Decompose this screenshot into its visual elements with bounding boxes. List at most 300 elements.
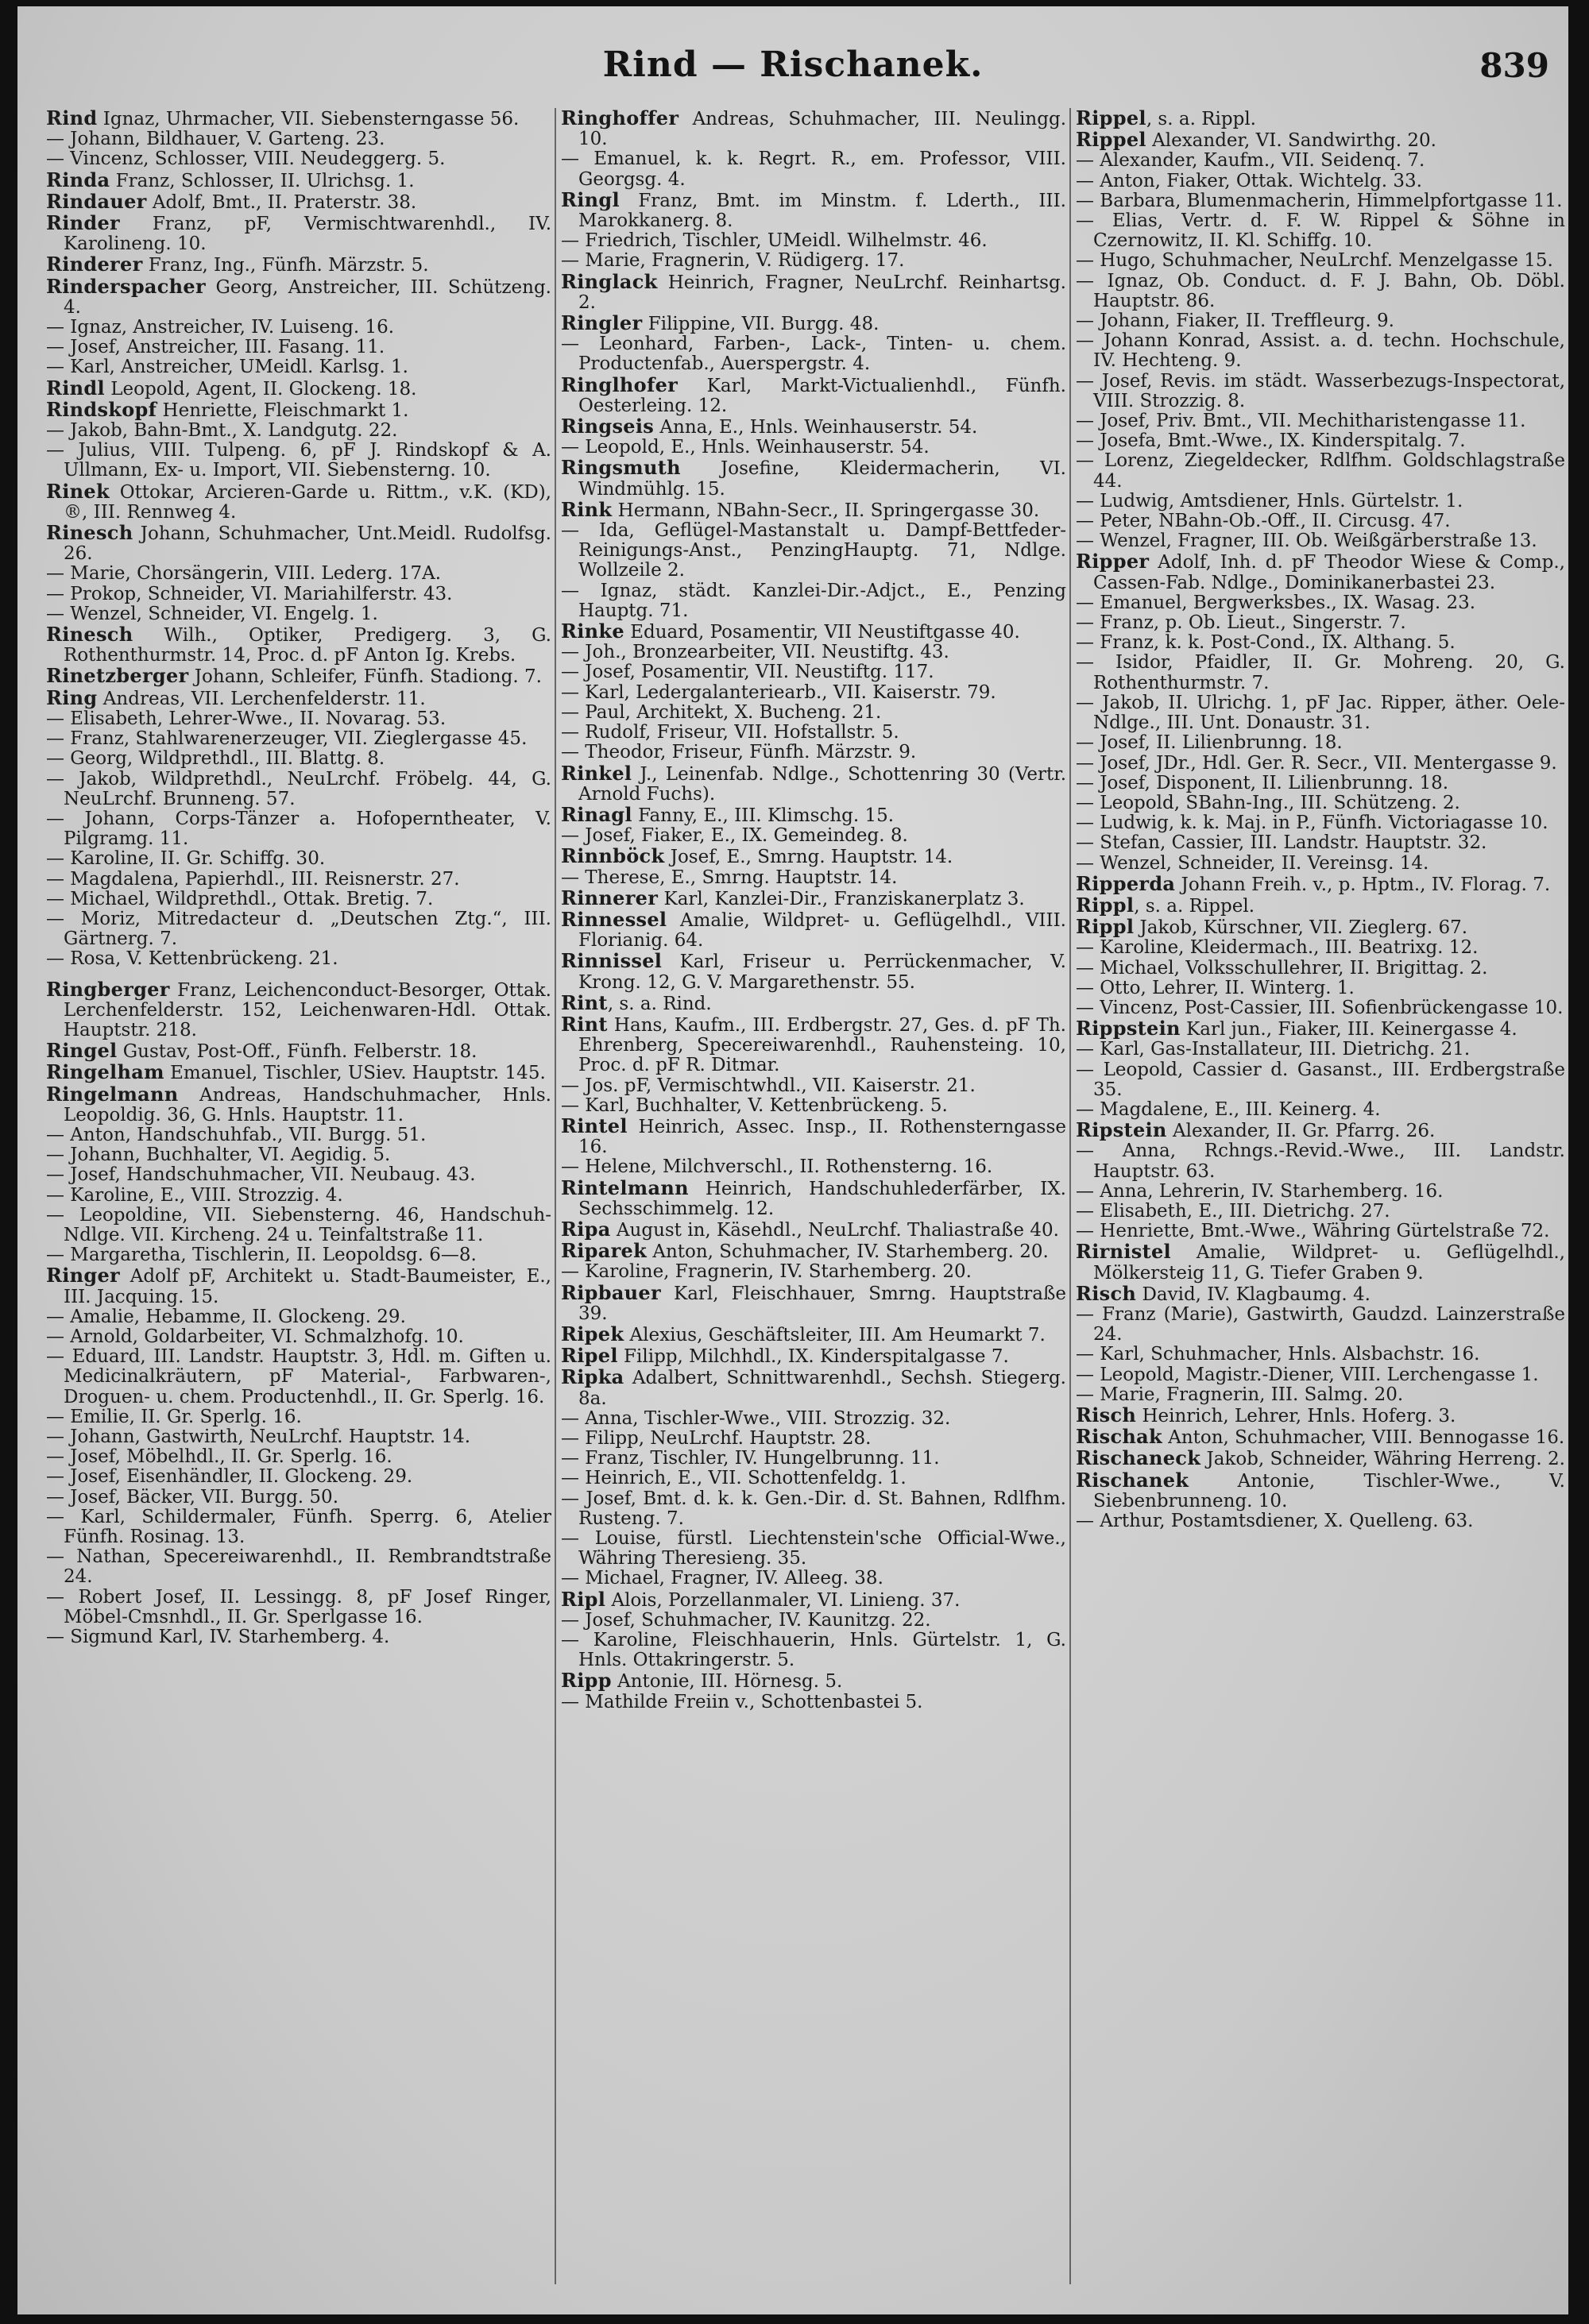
entry-text: Gustav, Post-Off., Fünfh. Felberstr. 18.	[117, 1041, 477, 1063]
entry-text: — Karoline, Fragnerin, IV. Starhemberg. 20.	[561, 1261, 972, 1283]
directory-entry	[46, 809, 551, 849]
directory-entry	[561, 108, 1066, 149]
entry-text: Johann, Schleifer, Fünfh. Stadiong. 7.	[188, 666, 542, 688]
directory-entry	[46, 1307, 551, 1327]
directory-entry	[46, 1062, 551, 1083]
directory-entry	[1076, 1426, 1565, 1448]
directory-entry	[1076, 129, 1565, 151]
entry-text: Karl, Friseur u. Perrückenmacher, V. Krong. 12, G. V. Margarethenstr. 55.	[578, 952, 1066, 993]
directory-entry	[1076, 1448, 1565, 1469]
entry-surname: Rischanek	[1076, 1468, 1189, 1492]
entry-text: — Hugo, Schuhmacher, NeuLrchf. Menzelgasse 15.	[1076, 250, 1553, 272]
directory-entry	[1076, 774, 1565, 793]
directory-entry	[46, 1347, 551, 1407]
directory-entry	[1076, 411, 1565, 431]
directory-entry	[46, 666, 551, 687]
directory-entry	[46, 890, 551, 909]
directory-entry	[46, 1040, 551, 1062]
directory-entry	[1076, 1222, 1565, 1241]
entry-text: Ignaz, Uhrmacher, VII. Siebensterngasse 56.	[97, 109, 520, 129]
entry-text: — Leopold, Magistr.-Diener, VIII. Lerchengasse 1.	[1076, 1364, 1539, 1385]
directory-entry	[46, 149, 551, 169]
entry-surname: Rinnissel	[561, 949, 663, 973]
directory-entry	[46, 318, 551, 338]
entry-text: — Anton, Handschuhfab., VII. Burgg. 51.	[46, 1124, 427, 1145]
entry-text: Franz, Bmt. im Minstm. f. Lderth., III. Marokkanerg. 8.	[578, 190, 1066, 232]
entry-text: Hermann, NBahn-Secr., II. Springergasse 30.	[612, 500, 1040, 521]
entry-text: — Heinrich, E., VII. Schottenfeldg. 1.	[561, 1468, 907, 1489]
entry-text: — Michael, Volksschullehrer, II. Brigittag. 2.	[1076, 957, 1488, 979]
entry-text: — Jakob, II. Ulrichg. 1, pF Jac. Ripper, äther. Oele-Ndlge., III. Unt. Donaustr. 31.	[1076, 692, 1565, 734]
directory-entry	[561, 1345, 1066, 1367]
directory-entry	[1076, 1365, 1565, 1385]
directory-entry	[561, 438, 1066, 457]
entry-surname: Rinkel	[561, 761, 632, 785]
directory-entry	[561, 313, 1066, 334]
entry-text: Eduard, Posamentir, VII Neustiftgasse 40.	[624, 622, 1020, 643]
entry-text: — Vincenz, Post-Cassier, III. Sofienbrückengasse 10.	[1076, 997, 1564, 1018]
directory-entry	[561, 763, 1066, 805]
directory-entry	[561, 1241, 1066, 1262]
directory-entry	[1076, 1202, 1565, 1222]
directory-entry	[1076, 251, 1565, 271]
entry-text: Josef, E., Smrng. Hauptstr. 14.	[664, 847, 953, 868]
directory-entry	[1076, 871, 1565, 895]
entry-text: — Peter, NBahn-Ob.-Off., II. Circusg. 47.	[1076, 511, 1451, 532]
directory-entry	[1076, 211, 1565, 251]
entry-surname: Rippel	[1076, 128, 1146, 152]
directory-entry	[1076, 998, 1565, 1018]
directory-entry	[561, 521, 1066, 581]
entry-text: — Elisabeth, E., III. Dietrichg. 27.	[1076, 1200, 1390, 1222]
directory-entry	[561, 269, 1066, 313]
directory-entry	[1076, 1345, 1565, 1365]
entry-surname: Ringseis	[561, 415, 655, 438]
entry-text: — Anna, Tischler-Wwe., VIII. Strozzig. 32.	[561, 1407, 951, 1429]
directory-entry	[46, 1627, 551, 1647]
entry-text: — Josef, Handschuhmacher, VII. Neubaug. 43.	[46, 1164, 476, 1186]
entry-text: — Ida, Geflügel-Mastanstalt u. Dampf-Bettfeder-Reinigungs-Anst., PenzingHauptg. 71, Ndlge. Wollzeile 2.	[561, 520, 1066, 581]
entry-surname: Rippl	[1076, 915, 1135, 939]
directory-entry	[561, 1157, 1066, 1177]
entry-surname: Rinda	[46, 168, 110, 191]
entry-text: — Julius, VIII. Tulpeng. 6, pF J. Rindskopf & A. Ullmann, Ex- u. Import, VII. Siebensterng. 10.	[46, 440, 551, 481]
entry-text: Adolf, Bmt., II. Praterstr. 38.	[146, 191, 417, 213]
entry-text: — Paul, Architekt, X. Bucheng. 21.	[561, 701, 882, 723]
directory-entry	[1076, 693, 1565, 733]
entry-text: — Josef, II. Lilienbrunng. 18.	[1076, 732, 1343, 754]
directory-entry	[1076, 813, 1565, 833]
entry-text: Franz, pF, Vermischtwarenhdl., IV. Karolineng. 10.	[64, 214, 551, 255]
directory-entry	[1076, 311, 1565, 331]
directory-entry	[46, 421, 551, 441]
entry-text: Heinrich, Handschuhlederfärber, IX. Sechsschimmelg. 12.	[578, 1178, 1066, 1219]
directory-entry	[561, 802, 1066, 826]
entry-text: — Karl, Gas-Installateur, III. Dietrichg. 21.	[1076, 1039, 1471, 1060]
directory-entry	[46, 1145, 551, 1165]
directory-entry	[46, 397, 551, 421]
entry-text: Alexius, Geschäftsleiter, III. Am Heumarkt 7.	[624, 1324, 1046, 1345]
entry-text: Karl, Kanzlei-Dir., Franziskanerplatz 3.	[658, 888, 1025, 909]
directory-entry	[561, 909, 1066, 951]
entry-surname: Rinesch	[46, 623, 133, 647]
entry-text: — Helene, Milchverschl., II. Rothensterng. 16.	[561, 1156, 993, 1178]
entry-surname: Risch	[1076, 1281, 1137, 1305]
entry-surname: Rink	[561, 497, 613, 521]
directory-entry	[46, 1447, 551, 1467]
entry-text: Amalie, Wildpret- u. Geflügelhdl., Mölkersteig 11, G. Tiefer Graben 9.	[1093, 1242, 1565, 1284]
directory-entry	[46, 108, 551, 129]
entry-text: — Josef, Posamentir, VII. Neustiftg. 117.	[561, 662, 934, 683]
entry-surname: Ripp	[561, 1669, 612, 1693]
entry-text: Hans, Kaufm., III. Erdbergstr. 27, Ges. d. pF Th. Ehrenberg, Specereiwarenhdl., Rauhensteing. 10, Proc. d. pF R. Ditmar.	[578, 1014, 1066, 1076]
directory-entry	[561, 1693, 1066, 1712]
entry-text: Johann Freih. v., p. Hptm., IV. Florag. 7.	[1175, 874, 1551, 895]
entry-text: — Josef, Eisenhändler, II. Glockeng. 29.	[46, 1466, 413, 1488]
entry-surname: Ringlhofer	[561, 373, 679, 396]
directory-entry	[561, 1589, 1066, 1611]
directory-entry	[46, 709, 551, 729]
directory-entry	[561, 1449, 1066, 1469]
entry-text: — Louise, fürstl. Liechtenstein'sche Official-Wwe., Währing Theresieng. 35.	[561, 1528, 1066, 1569]
directory-entry	[46, 979, 551, 1041]
directory-page	[17, 6, 1568, 2314]
directory-entry	[46, 849, 551, 869]
directory-entry	[46, 770, 551, 809]
entry-text: Wilh., Optiker, Predigerg. 3, G. Rothenthurmstr. 14, Proc. d. pF Anton Ig. Krebs.	[64, 625, 551, 666]
entry-surname: Ringl	[561, 187, 620, 211]
directory-entry	[1076, 1100, 1565, 1120]
entry-text: — Ignaz, Ob. Conduct. d. F. J. Bahn, Ob. Döbl. Hauptstr. 86.	[1076, 270, 1565, 311]
entry-text: , s. a. Rippel.	[1134, 895, 1255, 917]
entry-surname: Ringsmuth	[561, 456, 681, 480]
entry-text: — Isidor, Pfaidler, II. Gr. Mohreng. 20, G. Rothenthurmstr. 7.	[1076, 652, 1565, 693]
directory-entry	[1076, 431, 1565, 451]
directory-entry	[1076, 1281, 1565, 1305]
entry-surname: Ring	[46, 685, 98, 709]
directory-entry	[46, 254, 551, 276]
entry-text: , s. a. Rippl.	[1146, 109, 1256, 129]
entry-surname: Rinderspacher	[46, 274, 206, 298]
entry-surname: Ripl	[561, 1587, 606, 1611]
entry-text: — Franz, Stahlwarenerzeuger, VII. Zieglergasse 45.	[46, 728, 528, 750]
entry-text: — Robert Josef, II. Lessingg. 8, pF Josef Ringer, Möbel-Cmsnhdl., II. Gr. Sperlgasse 16.	[46, 1586, 551, 1627]
entry-text: Georg, Anstreicher, III. Schützeng. 4.	[64, 276, 551, 318]
directory-entry	[46, 1508, 551, 1547]
directory-entry	[46, 1125, 551, 1145]
column-divider	[555, 108, 556, 2284]
entry-text: Johann, Schuhmacher, Unt.Meidl. Rudolfsg. 26.	[64, 523, 551, 565]
entry-text: — Eduard, III. Landstr. Hauptstr. 3, Hdl. m. Giften u. Medicinalkräutern, pF Material-, Farbwaren-, Droguen- u. chem. Productenhdl., II. Gr. Sperlg. 16.	[46, 1346, 551, 1407]
directory-entry	[561, 334, 1066, 374]
entry-text: Filippine, VII. Burgg. 48.	[642, 314, 880, 335]
entry-surname: Risch	[1076, 1403, 1137, 1426]
entry-text: — Karl, Ledergalanteriearb., VII. Kaiserstr. 79.	[561, 681, 996, 703]
entry-surname: Rinnerer	[561, 886, 659, 909]
entry-surname: Rinetzberger	[46, 664, 189, 688]
entry-text: — Josef, Bmt. d. k. k. Gen.-Dir. d. St. Bahnen, Rdlfhm. Rusteng. 7.	[561, 1488, 1066, 1529]
directory-entry	[1076, 1060, 1565, 1100]
directory-entry	[46, 357, 551, 377]
directory-entry	[1076, 172, 1565, 191]
directory-columns	[46, 108, 1565, 2300]
entry-text: — Ludwig, Amtsdiener, Hnls. Gürtelstr. 1.	[1076, 490, 1463, 512]
directory-entry	[561, 1429, 1066, 1449]
directory-entry	[561, 990, 1066, 1014]
directory-entry	[561, 1076, 1066, 1096]
entry-text: — Rudolf, Friseur, VII. Hofstallstr. 5.	[561, 722, 899, 743]
directory-entry	[46, 191, 551, 213]
entry-text: — Karl, Buchhalter, V. Kettenbrückeng. 5.	[561, 1094, 948, 1116]
directory-entry	[1076, 372, 1565, 411]
directory-entry	[46, 1547, 551, 1587]
entry-text: — Josef, Disponent, II. Lilienbrunng. 18.	[1076, 772, 1449, 793]
entry-text: — Otto, Lehrer, II. Winterg. 1.	[1076, 977, 1355, 998]
entry-text: — Georg, Wildprethdl., III. Blattg. 8.	[46, 748, 385, 770]
entry-text: Jakob, Schneider, Währing Herreng. 2.	[1200, 1449, 1565, 1470]
entry-text: — Anna, Rchngs.-Revid.-Wwe., III. Landstr. Hauptstr. 63.	[1076, 1141, 1565, 1182]
entry-text: — Nathan, Specereiwarenhdl., II. Rembrandtstraße 24.	[46, 1546, 551, 1588]
entry-surname: Rint	[561, 1012, 608, 1036]
entry-text: Adalbert, Schnittwarenhdl., Sechsh. Stiegerg. 8a.	[578, 1368, 1066, 1409]
directory-entry	[1076, 633, 1565, 653]
directory-entry	[46, 378, 551, 400]
directory-entry	[561, 375, 1066, 416]
directory-entry	[1076, 1040, 1565, 1060]
directory-entry	[561, 416, 1066, 438]
directory-entry	[46, 276, 551, 318]
entry-surname: Ringer	[46, 1264, 121, 1287]
directory-entry	[46, 585, 551, 604]
entry-text: — Sigmund Karl, IV. Starhemberg. 4.	[46, 1627, 390, 1648]
entry-text: — Joh., Bronzearbeiter, VII. Neustiftg. 43.	[561, 642, 949, 663]
entry-text: Adolf pF, Architekt u. Stadt-Baumeister, E., III. Jacquing. 15.	[64, 1266, 551, 1307]
entry-text: Karl, Fleischhauer, Smrng. Hauptstraße 39.	[578, 1283, 1066, 1324]
directory-entry	[561, 187, 1066, 232]
directory-entry	[561, 723, 1066, 743]
entry-surname: Rint	[561, 990, 608, 1014]
directory-entry	[561, 643, 1066, 662]
entry-text: — Vincenz, Schlosser, VIII. Neudeggerg. 5.	[46, 149, 446, 170]
directory-entry	[561, 1631, 1066, 1670]
entry-surname: Rinnessel	[561, 907, 667, 931]
directory-entry	[561, 1178, 1066, 1219]
entry-text: Anton, Schuhmacher, IV. Starhemberg. 20.	[647, 1241, 1049, 1263]
entry-text: — Josef, Schuhmacher, IV. Kaunitzg. 22.	[561, 1609, 931, 1631]
directory-entry	[1076, 1241, 1565, 1283]
entry-text: — Henriette, Bmt.-Wwe., Währing Gürtelstraße 72.	[1076, 1221, 1550, 1242]
entry-text: — Magdalena, Papierhdl., III. Reisnerstr. 27.	[46, 868, 460, 890]
entry-text: — Ignaz, städt. Kanzlei-Dir.-Adjct., E., Penzing Hauptg. 71.	[561, 580, 1066, 621]
entry-text: Andreas, Handschuhmacher, Hnls. Leopoldig. 36, G. Hnls. Hauptstr. 11.	[64, 1084, 551, 1125]
directory-entry	[561, 703, 1066, 723]
entry-text: — Ignaz, Anstreicher, IV. Luiseng. 16.	[46, 317, 395, 338]
entry-text: — Josef, Revis. im städt. Wasserbezugs-Inspectorat, VIII. Strozzig. 8.	[1076, 370, 1565, 411]
entry-text: — Jakob, Wildprethdl., NeuLrchf. Fröbelg. 44, G. NeuLrchf. Brunneng. 57.	[46, 768, 551, 809]
entry-text: — Michael, Fragner, IV. Alleeg. 38.	[561, 1568, 883, 1589]
entry-surname: Ripbauer	[561, 1280, 661, 1304]
entry-text: — Barbara, Blumenmacherin, Himmelpfortgasse 11.	[1076, 190, 1563, 211]
entry-text: — Friedrich, Tischler, UMeidl. Wilhelmstr. 46.	[561, 230, 988, 252]
entry-text: — Leopold, E., Hnls. Weinhauserstr. 54.	[561, 437, 930, 458]
directory-entry	[561, 1611, 1066, 1631]
directory-entry	[46, 441, 551, 481]
directory-entry	[561, 1324, 1066, 1345]
entry-text: Amalie, Wildpret- u. Geflügelhdl., VIII. Florianig. 64.	[578, 909, 1066, 952]
entry-text: — Anna, Lehrerin, IV. Starhemberg. 16.	[1076, 1180, 1444, 1202]
page-header	[17, 29, 1568, 92]
entry-text: — Johann Konrad, Assist. a. d. techn. Hochschule, IV. Hechteng. 9.	[1076, 330, 1565, 372]
directory-entry	[561, 1367, 1066, 1408]
entry-surname: Ripek	[561, 1322, 624, 1345]
directory-entry	[1076, 151, 1565, 171]
entry-surname: Rintel	[561, 1114, 628, 1137]
entry-text: — Josef, Priv. Bmt., VII. Mechitharistengasse 11.	[1076, 411, 1526, 432]
entry-text: Adolf, Inh. d. pF Theodor Wiese & Comp., Cassen-Fab. Ndlge., Dominikanerbastei 23.	[1093, 552, 1565, 593]
directory-entry	[561, 1262, 1066, 1282]
entry-text: Heinrich, Assec. Insp., II. Rothensterngasse 16.	[578, 1116, 1066, 1158]
entry-surname: Ripper	[1076, 550, 1150, 573]
entry-text: — Jakob, Bahn-Bmt., X. Landgutg. 22.	[46, 420, 398, 442]
entry-text: — Franz (Marie), Gastwirth, Gaudzd. Lainzerstraße 24.	[1076, 1303, 1565, 1345]
entry-text: Antonie, III. Hörnesg. 5.	[611, 1671, 843, 1693]
entry-text: — Amalie, Hebamme, II. Glockeng. 29.	[46, 1306, 406, 1327]
entry-text: Filipp, Milchhdl., IX. Kinderspitalgasse 7.	[617, 1346, 1009, 1368]
entry-text: — Josef, Anstreicher, III. Fasang. 11.	[46, 337, 385, 358]
entry-text: — Lorenz, Ziegeldecker, Rdlfhm. Goldschlagstraße 44.	[1076, 450, 1565, 492]
directory-entry	[1076, 108, 1565, 129]
directory-entry	[1076, 613, 1565, 633]
directory-entry	[1076, 833, 1565, 853]
entry-surname: Rindskopf	[46, 397, 157, 421]
page-number: 839	[1479, 46, 1549, 85]
directory-entry	[1076, 191, 1565, 211]
entry-text: David, IV. Klagbaumg. 4.	[1136, 1284, 1371, 1305]
entry-surname: Rischaneck	[1076, 1446, 1201, 1470]
directory-entry	[1076, 1405, 1565, 1426]
page-title: Rind — Rischanek.	[602, 44, 984, 85]
directory-entry	[1076, 492, 1565, 512]
entry-surname: Ripa	[561, 1217, 611, 1241]
entry-text: — Karl, Anstreicher, UMeidl. Karlsg. 1.	[46, 357, 408, 378]
entry-text: — Jos. pF, Vermischtwhdl., VII. Kaiserstr. 21.	[561, 1075, 976, 1096]
directory-entry	[561, 846, 1066, 867]
directory-entry	[46, 1467, 551, 1487]
directory-entry	[46, 949, 551, 969]
entry-surname: Rindl	[46, 376, 105, 400]
entry-surname: Ripstein	[1076, 1118, 1167, 1142]
directory-entry	[46, 481, 551, 523]
entry-text: Franz, Leichenconduct-Besorger, Ottak. Lerchenfelderstr. 152, Leichenwaren-Hdl. Ottak. Hauptstr. 218.	[64, 979, 551, 1040]
entry-text: Henriette, Fleischmarkt 1.	[157, 400, 409, 421]
directory-entry	[46, 685, 551, 709]
entry-text: Andreas, Schuhmacher, III. Neulingg. 10.	[578, 109, 1066, 150]
entry-surname: Rinder	[46, 211, 121, 235]
directory-entry	[1076, 733, 1565, 753]
entry-text: — Alexander, Kaufm., VII. Seidenq. 7.	[1076, 150, 1425, 172]
entry-text: — Franz, k. k. Post-Cond., IX. Althang. 5.	[1076, 632, 1456, 654]
entry-text: — Marie, Chorsängerin, VIII. Lederg. 17A.	[46, 563, 442, 585]
entry-text: — Rosa, V. Kettenbrückeng. 21.	[46, 948, 338, 970]
entry-surname: Rinagl	[561, 802, 632, 826]
directory-entry	[46, 1245, 551, 1265]
entry-text: — Karoline, E., VIII. Strozzig. 4.	[46, 1184, 343, 1206]
directory-entry	[1076, 653, 1565, 693]
entry-surname: Ringelham	[46, 1060, 164, 1084]
directory-entry	[1076, 793, 1565, 813]
entry-text: — Moriz, Mitredacteur d. „Deutschen Ztg.“, III. Gärtnerg. 7.	[46, 908, 551, 950]
entry-text: Karl jun., Fiaker, III. Keinergasse 4.	[1180, 1019, 1517, 1040]
directory-entry	[1076, 959, 1565, 979]
directory-entry	[46, 564, 551, 584]
entry-surname: Ringel	[46, 1039, 118, 1063]
entry-text: — Johann, Corps-Tänzer a. Hofoperntheater, V. Pilgramg. 11.	[46, 808, 551, 850]
entry-text: — Stefan, Cassier, III. Landstr. Hauptstr. 32.	[1076, 832, 1487, 854]
directory-entry	[46, 338, 551, 357]
entry-text: Alexander, II. Gr. Pfarrg. 26.	[1166, 1121, 1436, 1142]
directory-entry	[1076, 1120, 1565, 1141]
entry-surname: Rinderer	[46, 253, 143, 276]
directory-entry	[561, 1280, 1066, 1324]
directory-entry	[46, 129, 551, 149]
directory-entry	[561, 1529, 1066, 1569]
entry-text: — Johann, Gastwirth, NeuLrchf. Hauptstr. 14.	[46, 1426, 471, 1447]
entry-surname: Ripperda	[1076, 871, 1176, 895]
entry-text: — Johann, Fiaker, II. Treffleurg. 9.	[1076, 311, 1394, 332]
directory-entry	[1076, 1385, 1565, 1405]
directory-entry	[561, 1096, 1066, 1116]
directory-entry	[561, 826, 1066, 846]
entry-text: — Leopold, SBahn-Ing., III. Schützeng. 2.	[1076, 792, 1460, 813]
directory-entry	[46, 729, 551, 749]
entry-surname: Rippstein	[1076, 1017, 1181, 1040]
entry-text: — Mathilde Freiin v., Schottenbastei 5.	[561, 1691, 923, 1712]
entry-surname: Riparek	[561, 1239, 648, 1263]
directory-entry	[561, 251, 1066, 271]
entry-text: — Josefa, Bmt.-Wwe., IX. Kinderspitalg. 7.	[1076, 430, 1466, 452]
entry-surname: Rinesch	[46, 521, 133, 545]
directory-entry	[561, 581, 1066, 621]
directory-entry	[561, 1569, 1066, 1589]
entry-text: , s. a. Rind.	[607, 993, 712, 1014]
entry-text: — Karl, Schuhmacher, Hnls. Alsbachstr. 16.	[1076, 1344, 1480, 1365]
directory-entry	[1076, 1182, 1565, 1202]
entry-text: — Wenzel, Schneider, II. Vereinsg. 14.	[1076, 852, 1429, 874]
directory-entry	[1076, 895, 1565, 917]
entry-text: J., Leinenfab. Ndlge., Schottenring 30 (Vertr. Arnold Fuchs).	[578, 763, 1066, 805]
directory-entry	[561, 868, 1066, 888]
directory-entry	[46, 1588, 551, 1627]
entry-text: Josefine, Kleidermacherin, VI. Windmühlg. 15.	[578, 458, 1066, 500]
directory-entry	[46, 870, 551, 890]
entry-text: — Magdalene, E., III. Keinerg. 4.	[1076, 1098, 1381, 1120]
directory-entry	[1076, 331, 1565, 371]
entry-text: — Elias, Vertr. d. F. W. Rippel & Söhne in Czernowitz, II. Kl. Schiffg. 10.	[1076, 210, 1565, 252]
entry-surname: Ringhoffer	[561, 108, 679, 129]
directory-entry	[561, 231, 1066, 251]
entry-text: — Michael, Wildprethdl., Ottak. Bretig. 7.	[46, 888, 434, 909]
directory-column-1	[46, 108, 551, 2300]
entry-text: — Franz, p. Ob. Lieut., Singerstr. 7.	[1076, 612, 1406, 634]
entry-surname: Ripel	[561, 1344, 618, 1368]
entry-surname: Ringelmann	[46, 1082, 179, 1106]
directory-entry	[561, 1670, 1066, 1692]
directory-entry	[1076, 512, 1565, 531]
directory-entry	[561, 1469, 1066, 1488]
directory-entry	[46, 523, 551, 564]
directory-entry	[46, 909, 551, 949]
directory-entry	[561, 1116, 1066, 1157]
